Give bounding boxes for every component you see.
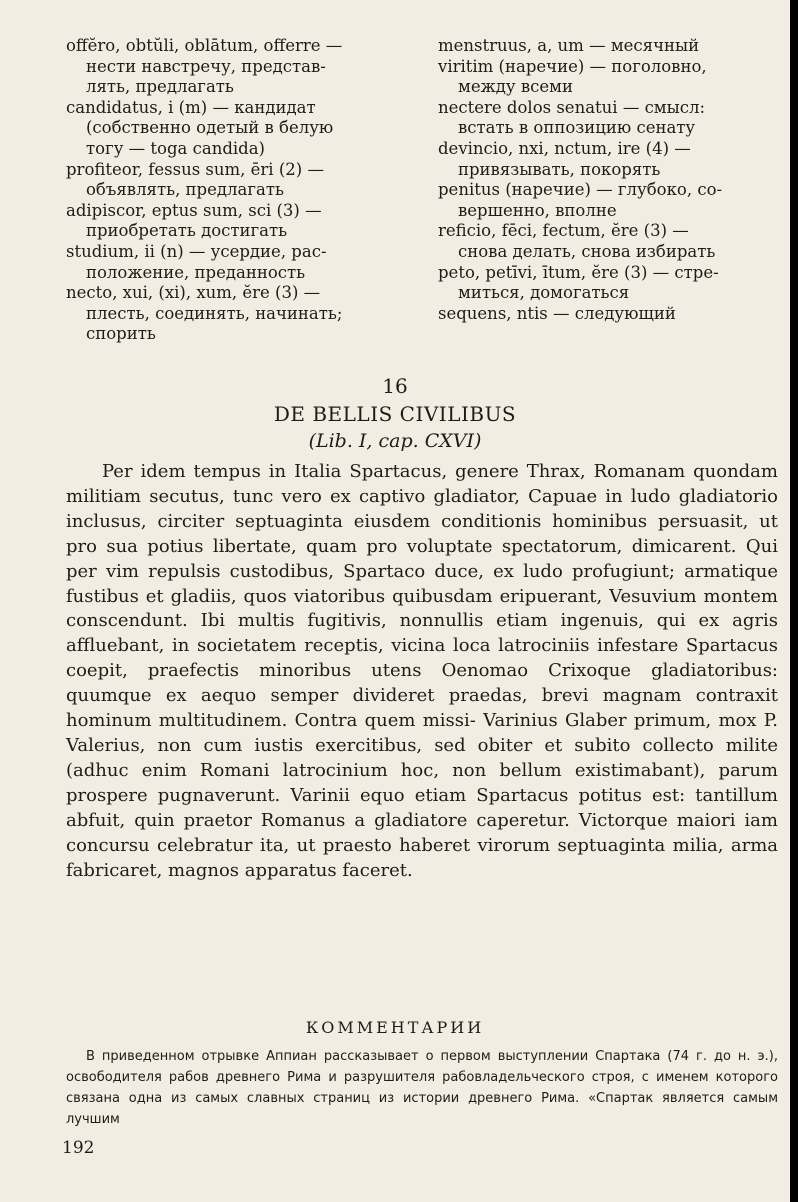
glossary-entry xyxy=(66,160,416,201)
glossary-term: sequens, ntis — следующий xyxy=(438,303,676,323)
latin-text: Per idem tempus in Italia Spartacus, genere Thrax, Romanam quondam militiam secutus, tunc vero ex captivo gladiator, Capuae in ludo gladiatorio inclusus, circiter septuaginta eiusdem conditionis hominibus persuasit, ut pro sua potius libertate, quam pro voluptate spectatorum, dimicarent. Qui per vim repulsis custodibus, Spartaco duce, ex ludo profugiunt; armatique fustibus et gladiis, quos viatoribus quibusdam eripuerant, Vesuvium montem conscendunt. Ibi multis fugitivis, nonnullis etiam ingenuis, qui ex agris affluebant, in societatem receptis, vicina loca latrociniis infestare Spartacus coepit, praefectis minoribus utens Oenomao Crixoque gladiatoribus: quumque ex aequo semper divideret praedas, brevi magnam contraxit hominum multitudinem. Contra quem missi- Varinius Glaber primum, mox P. Valerius, non cum iustis exercitibus, sed obiter et subito collecto milite (adhuc enim Romani latrocinium hoc, non bellum existimabant), parum prospere pugnaverunt. Varinii equo etiam Spartacus potitus est: tantillum abfuit, quin praetor Romanus a gladiatore caperetur. Victorque maiori iam concursu celebratur ita, ut praesto haberet virorum septuaginta milia, arma fabricaret, magnos apparatus faceret. xyxy=(66,461,778,881)
glossary-term: nectere dolos senatui — смысл: xyxy=(438,97,706,117)
glossary-definition: вершенно, вполне xyxy=(458,200,617,220)
glossary-definition: снова делать, снова избирать xyxy=(458,241,716,261)
glossary-entry xyxy=(66,242,416,283)
glossary-entry xyxy=(66,201,416,242)
glossary-entry xyxy=(438,221,778,262)
glossary-definition: привязывать, покорять xyxy=(458,159,661,179)
glossary-definition: (собственно одетый в белую xyxy=(86,118,334,138)
glossary-term: reficio, fēci, fectum, ĕre (3) — xyxy=(438,221,689,241)
glossary-term: adipiscor, eptus sum, sci (3) — xyxy=(66,200,322,220)
comments-heading: КОММЕНТАРИИ xyxy=(305,1018,485,1037)
glossary xyxy=(66,36,778,345)
glossary-term: necto, xui, (xi), xum, ĕre (3) — xyxy=(66,283,321,303)
glossary-definition: плесть, соединять, начинать; xyxy=(86,303,343,323)
glossary-entry xyxy=(438,304,778,325)
glossary-entry xyxy=(66,98,416,160)
page-number: 192 xyxy=(62,1138,95,1158)
chapter-source: (Lib. I, cap. CXVI) xyxy=(308,430,482,452)
glossary-term: profiteor, fessus sum, ēri (2) — xyxy=(66,159,324,179)
glossary-column-right xyxy=(438,36,778,345)
chapter-number: 16 xyxy=(382,374,408,398)
glossary-term: menstruus, a, um — месячный xyxy=(438,36,700,55)
glossary-definition: лять, предлагать xyxy=(86,77,234,97)
glossary-term: devincio, nxi, nctum, ire (4) — xyxy=(438,138,691,158)
glossary-term: candidatus, i (m) — кандидат xyxy=(66,97,316,117)
glossary-term: viritim (наречие) — поголовно, xyxy=(438,56,707,76)
glossary-definition: между всеми xyxy=(458,77,574,97)
glossary-term: penitus (наречие) — глубоко, со- xyxy=(438,180,723,200)
glossary-column-left xyxy=(66,36,416,345)
glossary-entry xyxy=(66,36,416,98)
glossary-entry xyxy=(438,98,778,139)
glossary-entry xyxy=(438,263,778,304)
glossary-definition: миться, домогаться xyxy=(458,283,630,303)
glossary-entry xyxy=(66,283,416,345)
glossary-entry xyxy=(438,180,778,221)
comments-text: В приведенном отрывке Аппиан рассказывает о первом выступлении Спартака (74 г. до н. э.), освободителя рабов древнего Рима и разрушителя рабовладельческого строя, с именем которого связана одна из самых славных страниц из истории древнего Рима. «Спартак является самым лучшим xyxy=(66,1049,778,1127)
glossary-definition: объявлять, предлагать xyxy=(86,180,284,200)
glossary-definition: нести навстречу, представ- xyxy=(86,56,326,76)
chapter-title: DE BELLIS CIVILIBUS xyxy=(273,402,517,426)
glossary-definition: спорить xyxy=(86,324,156,344)
glossary-definition: встать в оппозицию сенату xyxy=(458,118,696,138)
glossary-entry xyxy=(438,139,778,180)
glossary-term: offĕro, obtŭli, oblātum, offerre — xyxy=(66,36,343,55)
glossary-definition: тогу — toga candida) xyxy=(86,138,265,158)
glossary-entry xyxy=(438,57,778,98)
glossary-term: peto, petīvi, ītum, ĕre (3) — стре- xyxy=(438,262,719,282)
glossary-entry xyxy=(438,36,778,57)
glossary-term: studium, ii (n) — усердие, рас- xyxy=(66,241,327,261)
glossary-definition: положение, преданность xyxy=(86,262,306,282)
glossary-definition: приобретать достигать xyxy=(86,221,288,241)
